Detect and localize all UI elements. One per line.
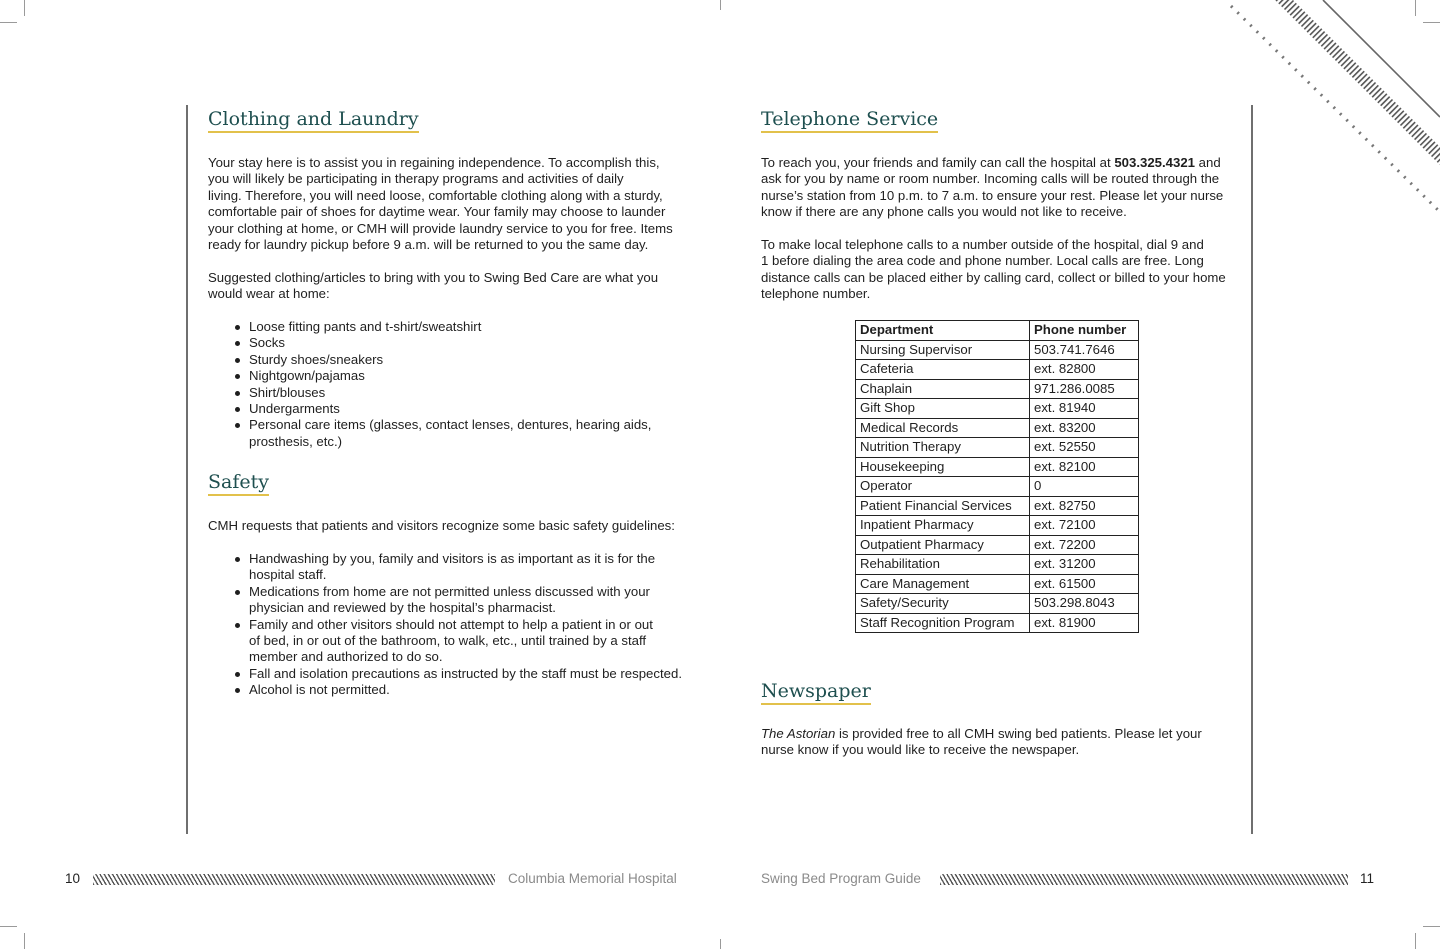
crop-mark (1415, 933, 1416, 949)
safety-intro: CMH requests that patients and visitors recognize some basic safety guidelines: (208, 518, 675, 533)
table-row (856, 477, 1139, 497)
list-item: Socks (249, 335, 651, 351)
phone-cell: ext. 61500 (1030, 574, 1139, 594)
list-item: Sturdy shoes/sneakers (249, 352, 651, 368)
department-cell: Inpatient Pharmacy (856, 516, 1030, 536)
phone-cell: ext. 81900 (1030, 613, 1139, 633)
list-item-continuation: member and authorized to do so. (249, 649, 443, 665)
table-row (856, 496, 1139, 516)
text-line: living. Therefore, you will need loose, comfortable clothing along with a sturdy, (208, 187, 663, 203)
page-number-right: 11 (1360, 871, 1375, 886)
text-line: would wear at home: (208, 286, 330, 302)
crop-mark (720, 0, 721, 10)
list-item: Undergarments (249, 401, 651, 417)
list-item-continuation: prosthesis, etc.) (249, 433, 343, 449)
phone-directory-table (855, 320, 1139, 633)
phone-cell: ext. 83200 (1030, 418, 1139, 438)
phone-cell: ext. 72100 (1030, 516, 1139, 536)
list-item: Personal care items (glasses, contact lenses, dentures, hearing aids, (249, 417, 652, 433)
table-row (856, 535, 1139, 555)
list-item: Family and other visitors should not attempt to help a patient in or out (249, 617, 682, 633)
text-line: distance calls can be placed either by calling card, collect or billed to your home (761, 269, 1226, 285)
clothing-heading: Clothing and Laundry (208, 107, 419, 133)
text-line (761, 726, 1202, 742)
department-cell: Nutrition Therapy (856, 438, 1030, 458)
text-line: 1 before dialing the area code and phone number. Local calls are free. Long (761, 253, 1204, 269)
suggested-items-paragraph (208, 270, 658, 303)
text-span: is provided free to all CMH swing bed patients. Please let your (835, 726, 1202, 741)
list-item: Alcohol is not permitted. (249, 682, 682, 698)
department-cell: Chaplain (856, 379, 1030, 399)
department-cell: Operator (856, 477, 1030, 497)
table-row (856, 340, 1139, 360)
clothing-paragraph (208, 155, 673, 253)
text-line: telephone number. (761, 286, 871, 302)
safety-heading: Safety (208, 470, 269, 496)
phone-cell: ext. 82750 (1030, 496, 1139, 516)
newspaper-heading: Newspaper (761, 679, 871, 705)
text-line: your clothing at home, or CMH will provide laundry service to you for free. Items (208, 220, 673, 236)
page-number-left: 10 (65, 871, 81, 886)
phone-cell: ext. 52550 (1030, 438, 1139, 458)
safety-list (208, 551, 682, 699)
list-item: Shirt/blouses (249, 385, 651, 401)
crop-mark (24, 933, 25, 949)
table-row (856, 555, 1139, 575)
footer-title-right: Swing Bed Program Guide (761, 871, 921, 886)
text-line: ask for you by name or room number. Incoming calls will be routed through the (761, 171, 1220, 187)
text-line: To make local telephone calls to a number outside of the hospital, dial 9 and (761, 237, 1204, 252)
department-cell: Cafeteria (856, 360, 1030, 380)
list-item: Handwashing by you, family and visitors is as important as it is for the (249, 551, 682, 567)
list-item-continuation: physician and reviewed by the hospital’s pharmacist. (249, 600, 556, 616)
phone-cell: ext. 81940 (1030, 399, 1139, 419)
text-span: and (1195, 155, 1221, 170)
table-row (856, 379, 1139, 399)
text-line: comfortable pair of shoes for daytime wear. Your family may choose to launder (208, 204, 666, 220)
column-header-department: Department (856, 321, 1030, 341)
department-cell: Staff Recognition Program (856, 613, 1030, 633)
text-span: To reach you, your friends and family can call the hospital at (761, 155, 1115, 170)
department-cell: Patient Financial Services (856, 496, 1030, 516)
department-cell: Housekeeping (856, 457, 1030, 477)
text-line (761, 155, 1223, 171)
clothing-list (208, 319, 651, 450)
table-row (856, 418, 1139, 438)
list-item: Fall and isolation precautions as instructed by the staff must be respected. (249, 665, 682, 681)
crop-mark (720, 939, 721, 949)
text-line: nurse’s station from 10 p.m. to 7 a.m. to ensure your rest. Please let your nurse (761, 187, 1224, 203)
department-cell: Gift Shop (856, 399, 1030, 419)
left-margin-rule (186, 105, 188, 834)
crop-mark (0, 22, 17, 23)
table-row (856, 516, 1139, 536)
right-margin-rule (1251, 105, 1253, 834)
hospital-phone-number: 503.325.4321 (1114, 155, 1195, 170)
department-cell: Nursing Supervisor (856, 340, 1030, 360)
footer-title-left: Columbia Memorial Hospital (508, 871, 677, 886)
text-line: you will likely be participating in therapy programs and activities of daily (208, 171, 624, 187)
text-line: Your stay here is to assist you in regaining independence. To accomplish this, (208, 155, 660, 170)
local-calls-paragraph (761, 237, 1226, 303)
crop-mark (0, 926, 17, 927)
phone-cell: 0 (1030, 477, 1139, 497)
list-item: Loose fitting pants and t-shirt/sweatshirt (249, 319, 651, 335)
telephone-heading: Telephone Service (761, 107, 938, 133)
telephone-paragraph (761, 155, 1223, 221)
table-row (856, 574, 1139, 594)
crop-mark (1423, 926, 1440, 927)
table-header-row (856, 321, 1139, 341)
phone-cell: ext. 72200 (1030, 535, 1139, 555)
phone-cell: 503.298.8043 (1030, 594, 1139, 614)
text-line: nurse know if you would like to receive the newspaper. (761, 742, 1080, 758)
list-item-continuation: of bed, in or out of the bathroom, to walk, etc., until trained by a staff (249, 633, 647, 649)
department-cell: Outpatient Pharmacy (856, 535, 1030, 555)
crop-mark (24, 0, 25, 16)
department-cell: Medical Records (856, 418, 1030, 438)
text-line: Suggested clothing/articles to bring with you to Swing Bed Care are what you (208, 270, 659, 285)
list-item: Medications from home are not permitted unless discussed with your (249, 584, 682, 600)
phone-cell: ext. 82100 (1030, 457, 1139, 477)
table-row (856, 613, 1139, 633)
table-row (856, 457, 1139, 477)
phone-cell: ext. 31200 (1030, 555, 1139, 575)
newspaper-paragraph (761, 726, 1202, 759)
text-line: know if there are any phone calls you would not like to receive. (761, 204, 1127, 220)
table-row (856, 399, 1139, 419)
list-item-continuation: hospital staff. (249, 567, 327, 583)
phone-cell: 971.286.0085 (1030, 379, 1139, 399)
phone-cell: ext. 82800 (1030, 360, 1139, 380)
footer-hatch-left (93, 874, 495, 885)
department-cell: Care Management (856, 574, 1030, 594)
table-row (856, 438, 1139, 458)
column-header-phone: Phone number (1030, 321, 1139, 341)
department-cell: Safety/Security (856, 594, 1030, 614)
newspaper-title: The Astorian (761, 726, 836, 741)
corner-decoration (1225, 0, 1440, 215)
text-line: ready for laundry pickup before 9 a.m. will be returned to you the same day. (208, 237, 649, 253)
table-row (856, 360, 1139, 380)
table-row (856, 594, 1139, 614)
department-cell: Rehabilitation (856, 555, 1030, 575)
footer-hatch-right (940, 874, 1348, 885)
list-item: Nightgown/pajamas (249, 368, 651, 384)
phone-cell: 503.741.7646 (1030, 340, 1139, 360)
